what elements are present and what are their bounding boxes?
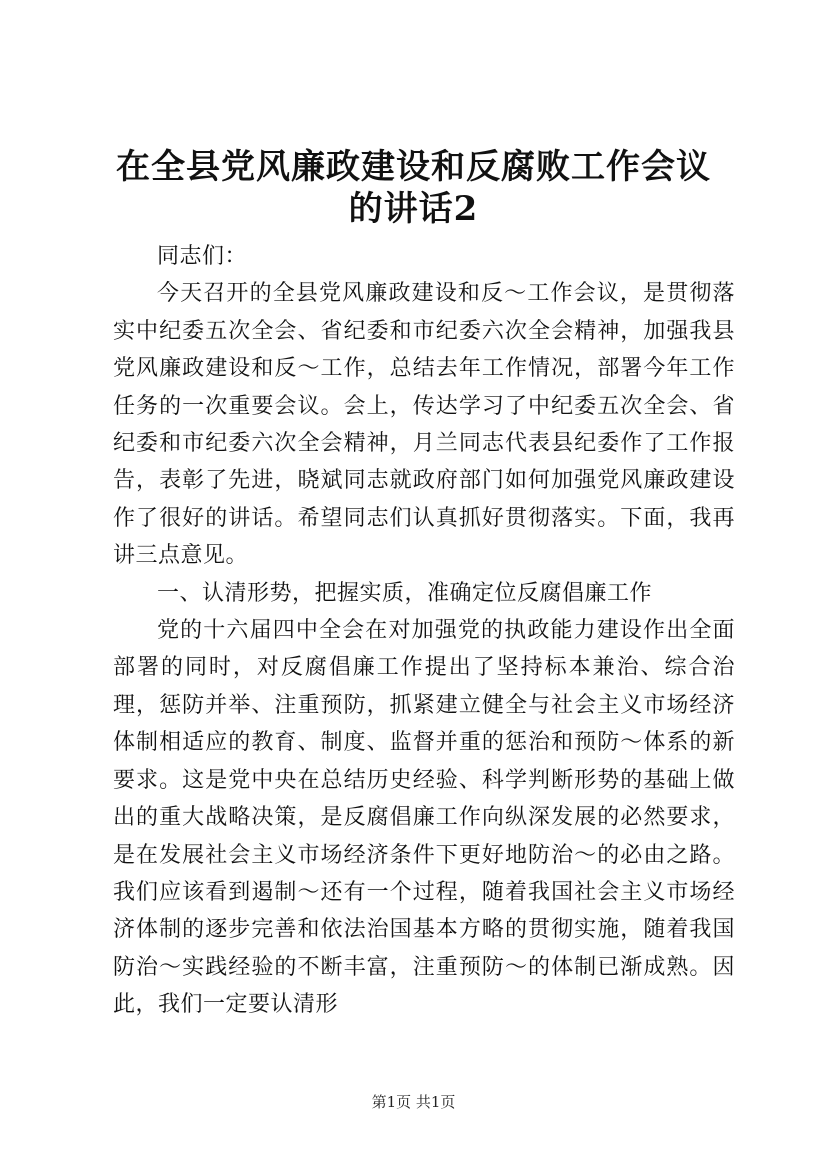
section-heading: 一、认清形势，把握实质，准确定位反腐倡廉工作 (157, 580, 653, 606)
document-body (113, 238, 735, 1024)
paragraph-intro: 今天召开的全县党风廉政建设和反～工作会议，是贯彻落实中纪委五次全会、省纪委和市纪委六次全会精神，加强我县党风廉政建设和反～工作，总结去年工作情况，部署今年工作任务的一次重要会议。会上，传达学习了中纪委五次全会、省纪委和市纪委六次全会精神，月兰同志代表县纪委作了工作报告，表彰了先进，晓斌同志就政府部门如何加强党风廉政建设作了很好的讲话。希望同志们认真抓好贯彻落实。下面，我再讲三点意见。 (113, 281, 735, 569)
page-title: 在全县党风廉政建设和反腐败工作会议的讲话2 (116, 147, 711, 229)
page-footer: 第1页 共1页 (371, 1093, 456, 1111)
paragraph-section-1: 党的十六届四中全会在对加强党的执政能力建设作出全面部署的同时，对反腐倡廉工作提出了坚持标本兼治、综合治理，惩防并举、注重预防，抓紧建立健全与社会主义市场经济体制相适应的教育、制度、监督并重的惩治和预防～体系的新要求。这是党中央在总结历史经验、科学判断形势的基础上做出的重大战略决策，是反腐倡廉工作向纵深发展的必然要求，是在发展社会主义市场经济条件下更好地防治～的必由之路。我们应该看到遏制～还有一个过程，随着我国社会主义市场经济体制的逐步完善和依法治国基本方略的贯彻实施，随着我国防治～实践经验的不断丰富，注重预防～的体制已渐成熟。因此，我们一定要认清形 (113, 618, 735, 1018)
salutation: 同志们： (157, 244, 248, 269)
